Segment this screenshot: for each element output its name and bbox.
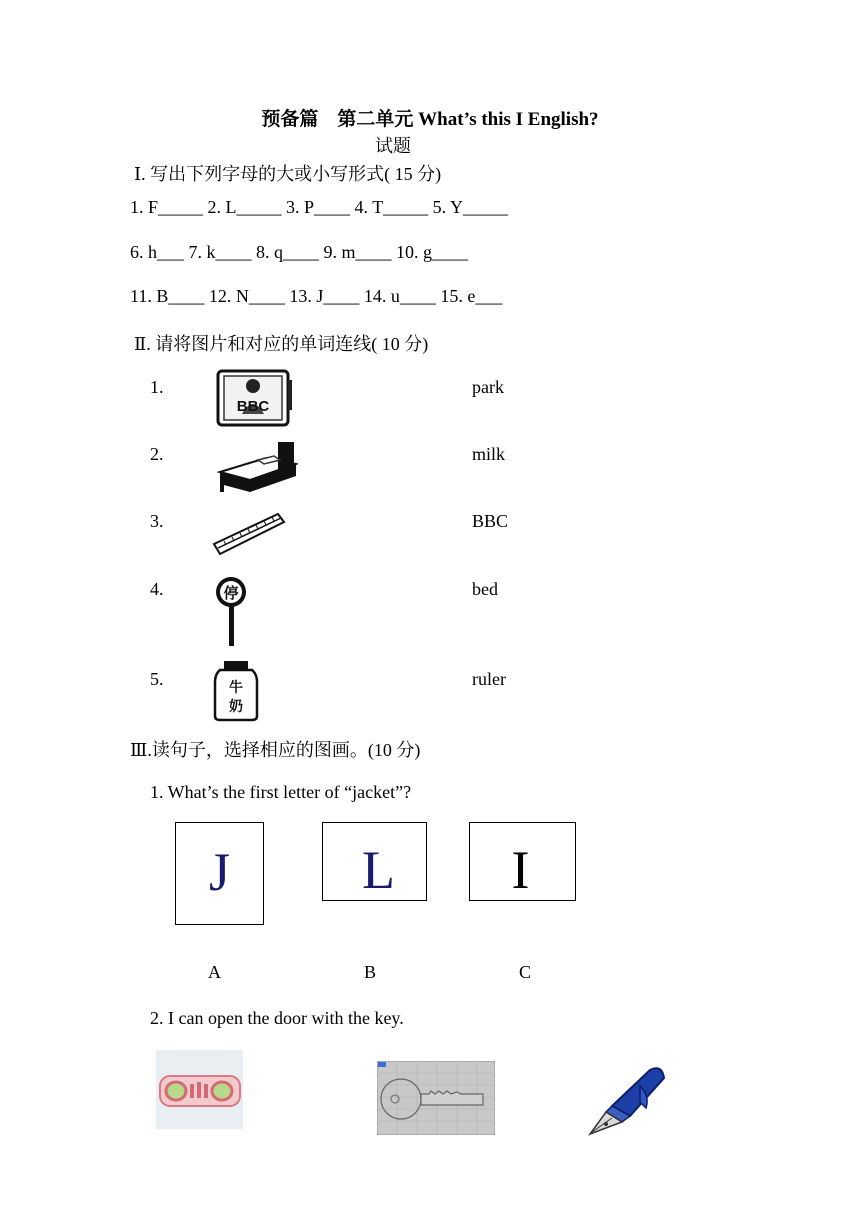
question-1: 1. What’s the first letter of “jacket”? [150,782,412,802]
match-number-4: 4. [150,579,164,599]
key-icon [377,1061,495,1135]
letter-box-c [469,822,576,901]
pen-icon [584,1066,668,1138]
milk-jar-text-2: 奶 [229,699,243,715]
stop-sign-text: 停 [223,584,239,602]
question-2: 2. I can open the door with the key. [150,1008,404,1028]
letters-row-1: 1. F_____ 2. L_____ 3. P____ 4. T_____ 5. Y_____ [130,197,509,217]
ruler-icon [212,508,286,558]
page-subtitle: 试题 [375,136,411,156]
pencil-case-icon [156,1050,243,1129]
bed-icon [216,436,298,494]
match-word-4: bed [472,579,498,599]
section-2-heading: Ⅱ. 请将图片和对应的单词连线( 10 分) [134,334,429,354]
letter-i: I [511,840,530,900]
choice-a: A [208,962,221,982]
milk-jar-text-1: 牛 [229,680,243,696]
milk-jar-icon [210,658,262,722]
letters-row-3: 11. B____ 12. N____ 13. J____ 14. u____ 15. e___ [130,286,503,306]
letter-box-b [322,822,427,901]
section-1-heading: Ⅰ. 写出下列字母的大或小写形式( 15 分) [134,164,442,184]
choice-c: C [519,962,532,982]
letter-j: J [208,842,230,902]
match-word-2: milk [472,444,506,464]
tv-bbc-text: BBC [236,398,270,415]
page-title: 预备篇 第二单元 What’s this I English? [261,109,599,130]
letter-l: L [362,840,395,900]
match-number-1: 1. [150,377,164,397]
match-number-2: 2. [150,444,164,464]
tv-bbc-icon [214,366,294,428]
stop-sign-icon [212,574,252,648]
match-word-5: ruler [472,669,506,689]
letter-box-a [175,822,264,925]
choice-b: B [364,962,377,982]
match-number-5: 5. [150,669,164,689]
section-3-heading: Ⅲ.读句子，选择相应的图画。(10 分) [130,740,421,760]
letters-row-2: 6. h___ 7. k____ 8. q____ 9. m____ 10. g____ [130,242,469,262]
match-number-3: 3. [150,511,164,531]
match-word-3: BBC [472,511,509,531]
match-word-1: park [472,377,504,397]
